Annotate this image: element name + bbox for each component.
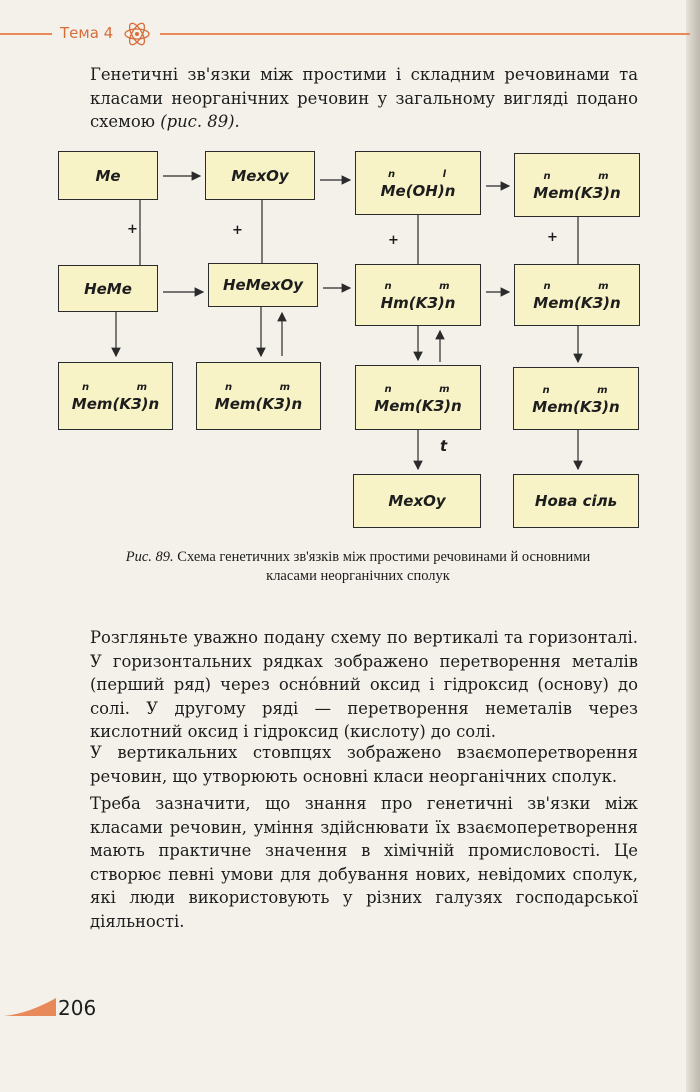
- paragraph-3: У вертикальних стовпцях зображено взаємоперетворення речовин, що утворюють основні класи неорганічних сполук.: [90, 743, 638, 786]
- plus-sign-3: +: [388, 233, 399, 248]
- paragraph-4: Треба зазначити, що знання про генетичні зв'язки між класами речовин, уміння здійснювати їх взаємоперетворення мають практичне значення в хімічній промисловості. Це створює певні умови для добування нових, невідомих сполук, які люди використовують у різних галузях господарської діяльності.: [90, 794, 638, 931]
- box-salt-c4-indices: n m: [542, 384, 630, 396]
- box-acid-label: Hm(KЗ)n: [380, 294, 456, 312]
- intro-figure-ref: (рис. 89).: [160, 112, 240, 131]
- page-number: 206: [58, 996, 97, 1020]
- box-salt-r1-indices: n m: [543, 171, 631, 182]
- box-metal-label: Me: [95, 166, 121, 185]
- box-salt-c1-label: Mem(KЗ)n: [71, 395, 160, 413]
- box-salt-r2-indices: n m: [543, 281, 631, 292]
- box-salt-c3-indices: n m: [384, 383, 472, 395]
- plus-sign-4: +: [547, 230, 558, 245]
- box-basic-oxide-label: MexOy: [231, 166, 289, 185]
- intro-text: Генетичні зв'язки між простими і складним речовинами та класами неорганічних речовин у загальному вигляді подано схемою: [90, 65, 638, 131]
- box-acid-oxide-label: HeMexOy: [222, 276, 304, 294]
- page-number-swoosh-icon: [4, 996, 56, 1018]
- box-salt-c2-indices: n m: [224, 382, 313, 393]
- box-salt-r1-label: Mem(KЗ)n: [533, 184, 621, 202]
- box-salt-c3-label: Mem(KЗ)n: [374, 396, 462, 415]
- box-salt-c4-label: Mem(KЗ)n: [532, 397, 620, 416]
- temperature-label: t: [440, 437, 448, 455]
- figure-caption: [118, 548, 598, 586]
- box-new-salt-label: Нова сіль: [534, 492, 618, 510]
- box-acid-indices: n m: [384, 281, 472, 292]
- caption-lead: Рис. 89.: [125, 549, 174, 565]
- box-salt-c2-label: Mem(KЗ)n: [214, 395, 303, 413]
- caption-text: Схема генетичних зв'язків між простими речовинами й основними класами неорганічних сполук: [177, 549, 591, 584]
- chapter-title: Тема 4: [60, 24, 114, 42]
- box-nonmetal-label: HeMe: [84, 279, 132, 298]
- paragraph-2: Розгляньте уважно подану схему по вертикалі та горизонталі. У горизонтальних рядках зображено перетворення металів (перший ряд) через осно́вний оксид і гідроксид (основу) до солі. У другому ряді — перетворення неметалів через кислотний оксид і гідроксид (кислоту) до солі.: [90, 628, 638, 741]
- box-oxide-product-label: MexOy: [388, 492, 446, 510]
- plus-sign-2: +: [232, 223, 243, 238]
- plus-sign-1: +: [127, 222, 138, 237]
- box-base-label: Me(OH)n: [380, 182, 456, 200]
- box-base-indices: n l: [387, 169, 469, 180]
- box-salt-r2-label: Mem(KЗ)n: [533, 294, 621, 312]
- box-salt-c1-indices: n m: [81, 382, 170, 393]
